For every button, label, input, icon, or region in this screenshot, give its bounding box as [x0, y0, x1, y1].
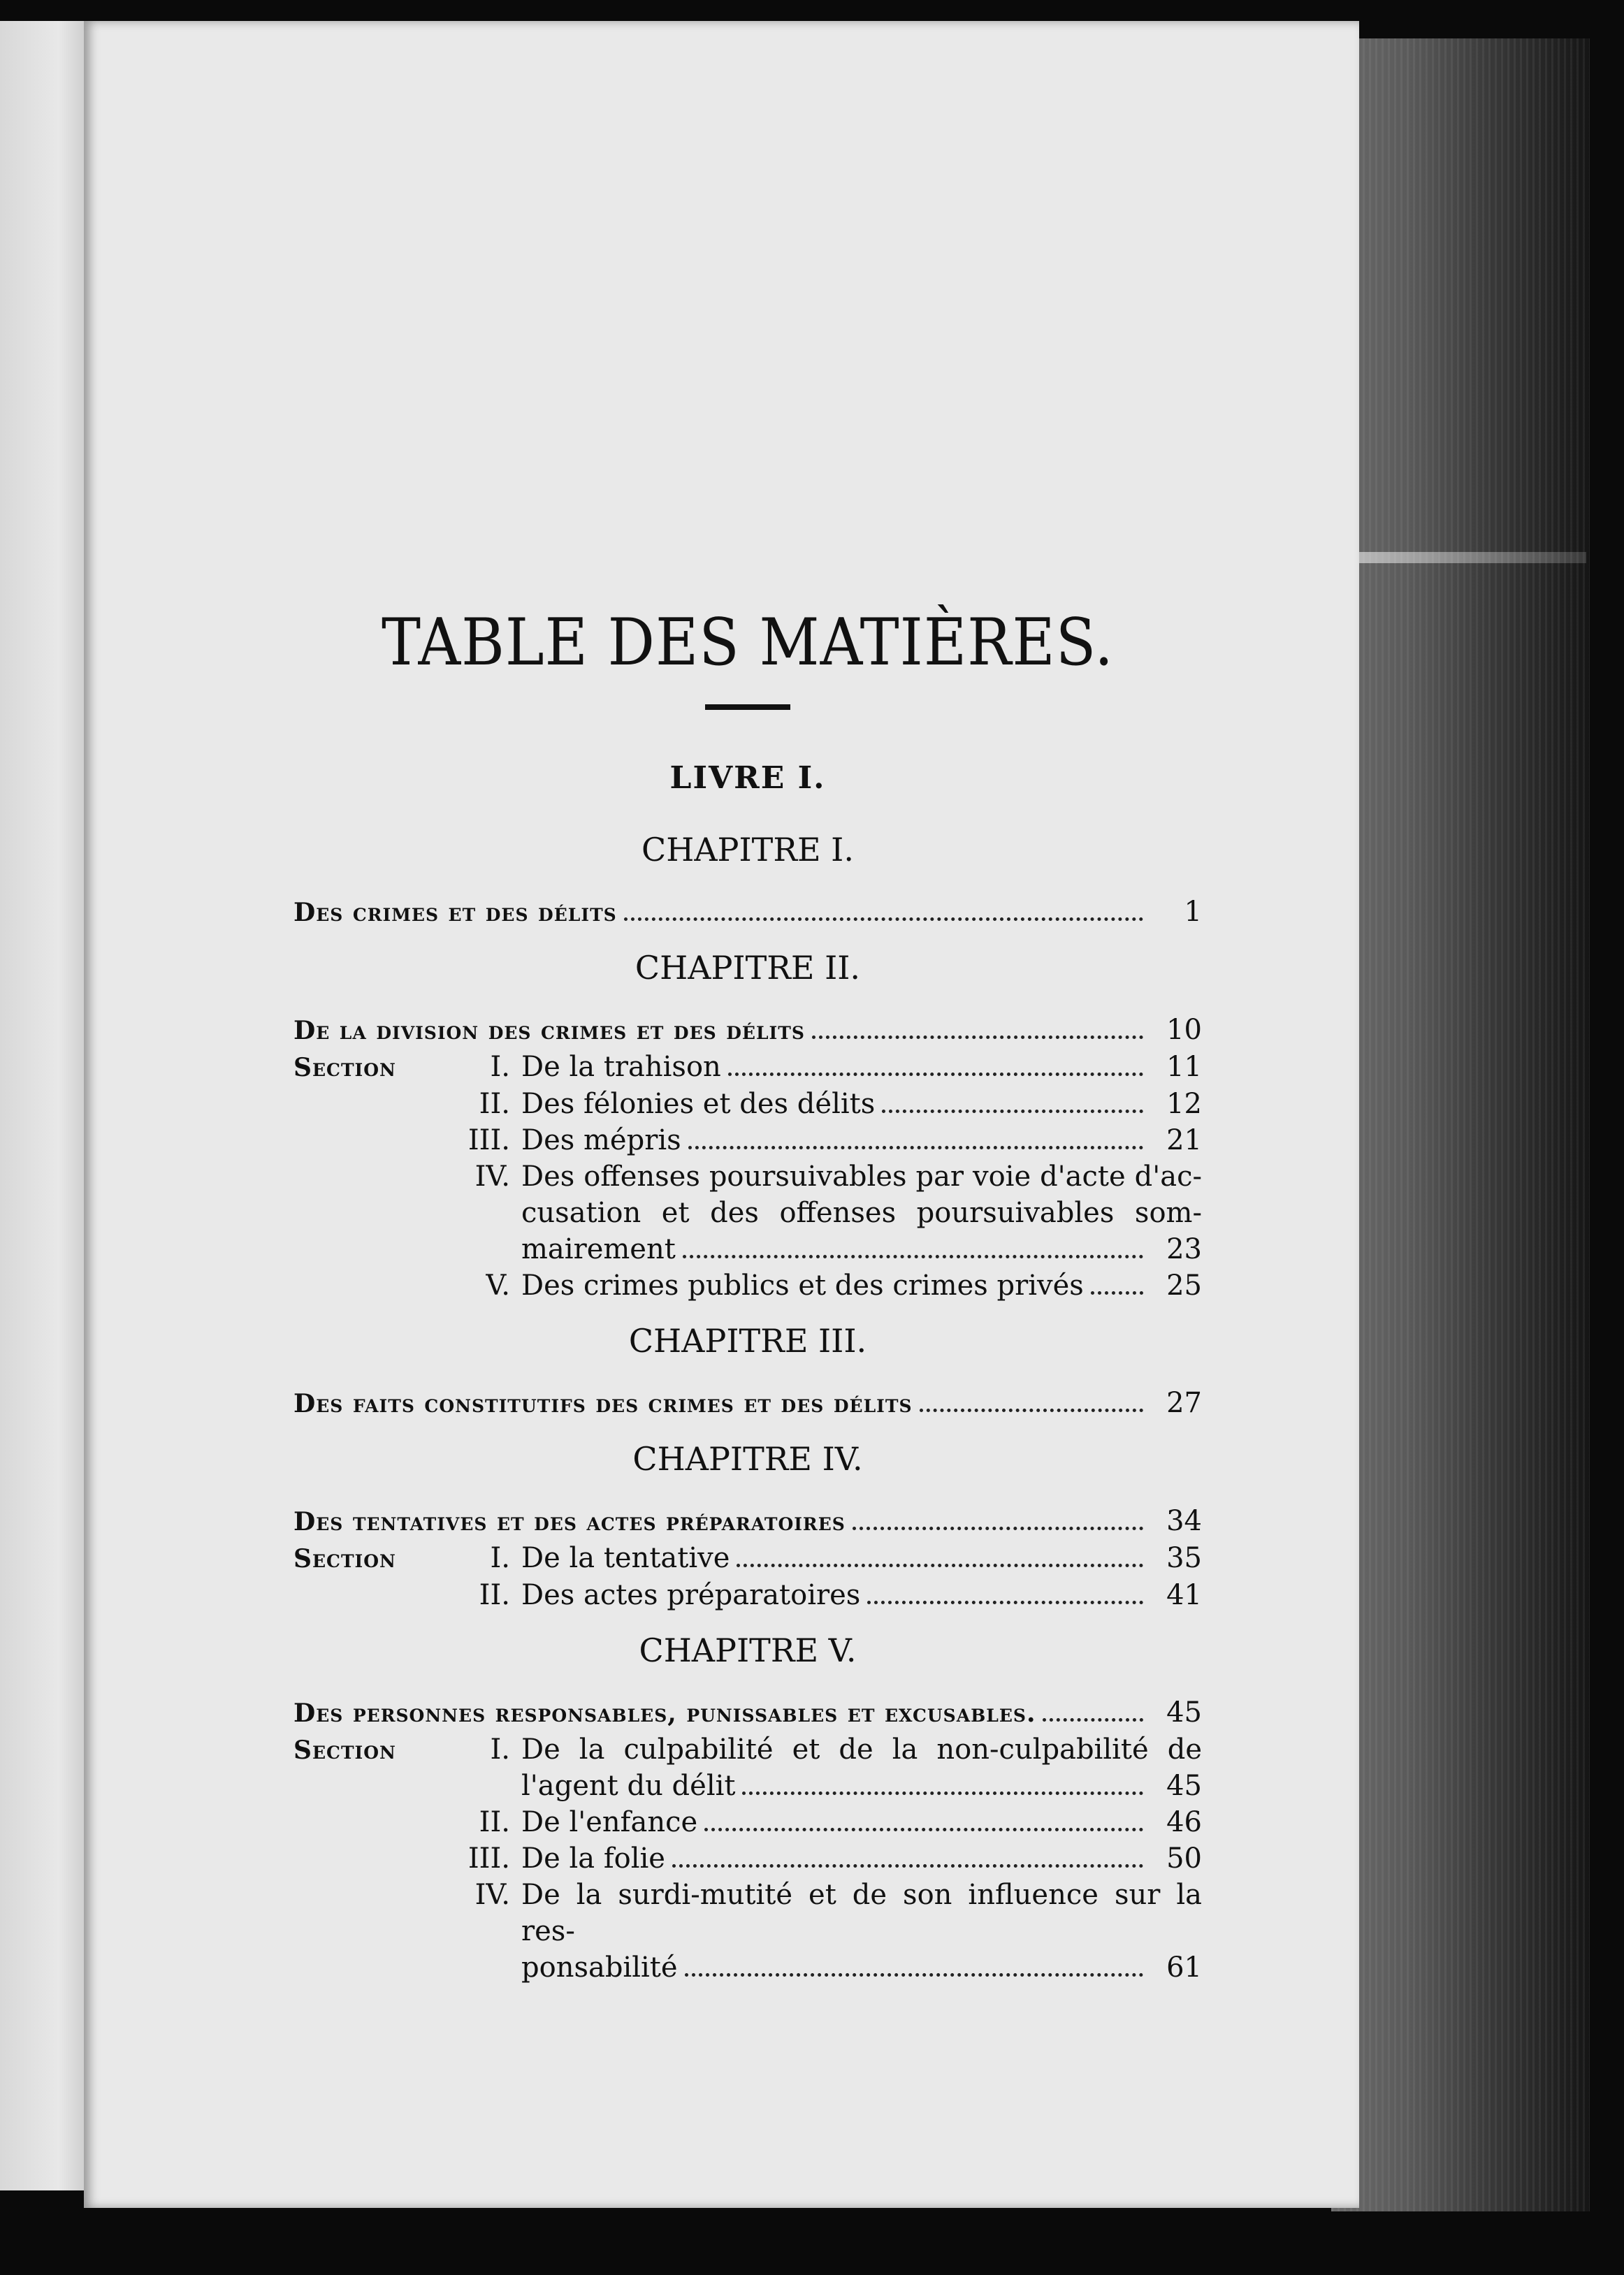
section-last-line — [521, 1949, 1202, 1986]
table-of-contents — [293, 604, 1202, 1986]
page-number: 45 — [1166, 1696, 1202, 1729]
section-label: Section — [293, 1053, 396, 1082]
facing-page-edge — [0, 21, 84, 2190]
page-number: 46 — [1166, 1806, 1202, 1838]
title-rule — [705, 704, 790, 710]
section-text: mairement — [521, 1233, 676, 1265]
chapter-intro-entry — [293, 1012, 1202, 1049]
section-entry — [293, 1158, 1202, 1267]
section-last-line — [521, 1231, 1202, 1267]
entry-text: De la division des crimes et des délits — [293, 1016, 805, 1045]
section-number: III. — [467, 1842, 510, 1875]
edge-streak — [1349, 552, 1586, 563]
page-number: 50 — [1166, 1842, 1202, 1875]
page-number: 34 — [1166, 1505, 1202, 1537]
section-body — [521, 1540, 1202, 1576]
section-entry — [293, 1577, 1202, 1613]
book-fore-edge — [1331, 38, 1590, 2211]
section-text: De l'enfance — [521, 1806, 698, 1838]
section-text: Des mépris — [521, 1124, 681, 1156]
chapter-heading: CHAPITRE III. — [628, 1322, 867, 1360]
section-entry — [293, 1731, 1202, 1804]
section-number: IV. — [474, 1161, 510, 1193]
page-number: 12 — [1166, 1088, 1202, 1120]
leader-dots — [853, 1527, 1143, 1530]
leader-dots — [882, 1110, 1143, 1113]
section-last-line — [521, 1768, 1202, 1804]
leader-dots — [672, 1864, 1143, 1868]
leader-dots — [688, 1146, 1143, 1149]
page-number: 45 — [1166, 1770, 1202, 1802]
section-label: Section — [293, 1544, 396, 1573]
book-page — [84, 21, 1359, 2208]
section-line: Des offenses poursuivables par voie d'acte d'ac- — [521, 1161, 1202, 1193]
section-text: l'agent du délit — [521, 1770, 736, 1802]
page-number: 35 — [1166, 1542, 1202, 1574]
chapter-intro-entry — [293, 1503, 1202, 1540]
chapter-heading: CHAPITRE IV. — [632, 1440, 863, 1478]
entry-text: Des tentatives et des actes préparatoires — [293, 1507, 846, 1536]
section-number: II. — [479, 1806, 510, 1838]
section-number: I. — [490, 1733, 510, 1766]
section-text: Des félonies et des délits — [521, 1088, 876, 1120]
section-body — [521, 1731, 1202, 1804]
section-body — [521, 1086, 1202, 1122]
section-number: IV. — [474, 1879, 510, 1911]
section-text: De la trahison — [521, 1051, 721, 1083]
section-entry — [293, 1540, 1202, 1577]
section-body — [521, 1049, 1202, 1085]
section-entry — [293, 1049, 1202, 1086]
entry-text: Des crimes et des délits — [293, 898, 617, 927]
section-number: V. — [486, 1270, 510, 1302]
section-body — [521, 1577, 1202, 1613]
page-number: 27 — [1166, 1387, 1202, 1419]
leader-dots — [1091, 1291, 1143, 1295]
leader-dots — [624, 917, 1143, 921]
section-body — [521, 1158, 1202, 1267]
chapter-heading: CHAPITRE V. — [639, 1631, 857, 1669]
page-number: 25 — [1166, 1270, 1202, 1302]
section-text: Des actes préparatoires — [521, 1579, 861, 1611]
section-entry — [293, 1877, 1202, 1986]
leader-dots — [920, 1409, 1143, 1412]
entry-text: Des personnes responsables, punissables et excusables. — [293, 1699, 1036, 1728]
section-entry — [293, 1122, 1202, 1158]
section-multiline — [521, 1731, 1202, 1804]
chapter-intro-entry — [293, 1385, 1202, 1422]
section-line: cusation et des offenses poursuivables som- — [521, 1197, 1202, 1229]
page-number: 11 — [1166, 1051, 1202, 1083]
section-body — [521, 1804, 1202, 1840]
page-number: 10 — [1166, 1014, 1202, 1046]
page-number: 1 — [1184, 896, 1202, 928]
entry-text: Des faits constitutifs des crimes et des délits — [293, 1389, 913, 1418]
section-number: I. — [490, 1542, 510, 1574]
leader-dots — [737, 1564, 1143, 1567]
leader-dots — [867, 1601, 1143, 1604]
leader-dots — [685, 1973, 1143, 1977]
leader-dots — [683, 1255, 1143, 1258]
section-number: II. — [479, 1579, 510, 1611]
section-text: De la tentative — [521, 1542, 730, 1574]
section-body — [521, 1877, 1202, 1986]
section-line: De la surdi-mutité et de son influence sur la res- — [521, 1879, 1202, 1947]
page-number: 41 — [1166, 1579, 1202, 1611]
section-multiline — [521, 1158, 1202, 1267]
section-entry — [293, 1086, 1202, 1122]
section-number: II. — [479, 1088, 510, 1120]
section-number: III. — [467, 1124, 510, 1156]
chapter-heading: CHAPITRE II. — [635, 949, 861, 987]
section-text: ponsabilité — [521, 1951, 678, 1984]
livre-heading: LIVRE I. — [669, 760, 826, 796]
section-body — [521, 1267, 1202, 1304]
chapter-heading: CHAPITRE I. — [641, 831, 854, 868]
page-number: 61 — [1166, 1951, 1202, 1984]
leader-dots — [728, 1073, 1143, 1076]
chapter-list — [293, 831, 1202, 1986]
section-entry — [293, 1840, 1202, 1877]
chapter-intro-entry — [293, 894, 1202, 931]
section-label: Section — [293, 1736, 396, 1765]
section-body — [521, 1840, 1202, 1877]
page-number: 21 — [1166, 1124, 1202, 1156]
section-entry — [293, 1804, 1202, 1840]
section-line: De la culpabilité et de la non-culpabilité de — [521, 1733, 1202, 1766]
chapter-intro-entry — [293, 1694, 1202, 1731]
page-number: 23 — [1166, 1233, 1202, 1265]
leader-dots — [742, 1791, 1143, 1795]
section-entry — [293, 1267, 1202, 1304]
section-body — [521, 1122, 1202, 1158]
page-title: TABLE DES MATIÈRES. — [382, 604, 1114, 680]
section-text: Des crimes publics et des crimes privés — [521, 1270, 1084, 1302]
leader-dots — [1043, 1718, 1143, 1722]
section-text: De la folie — [521, 1842, 665, 1875]
section-multiline — [521, 1877, 1202, 1986]
leader-dots — [704, 1828, 1143, 1831]
leader-dots — [812, 1035, 1143, 1039]
section-number: I. — [490, 1051, 510, 1083]
